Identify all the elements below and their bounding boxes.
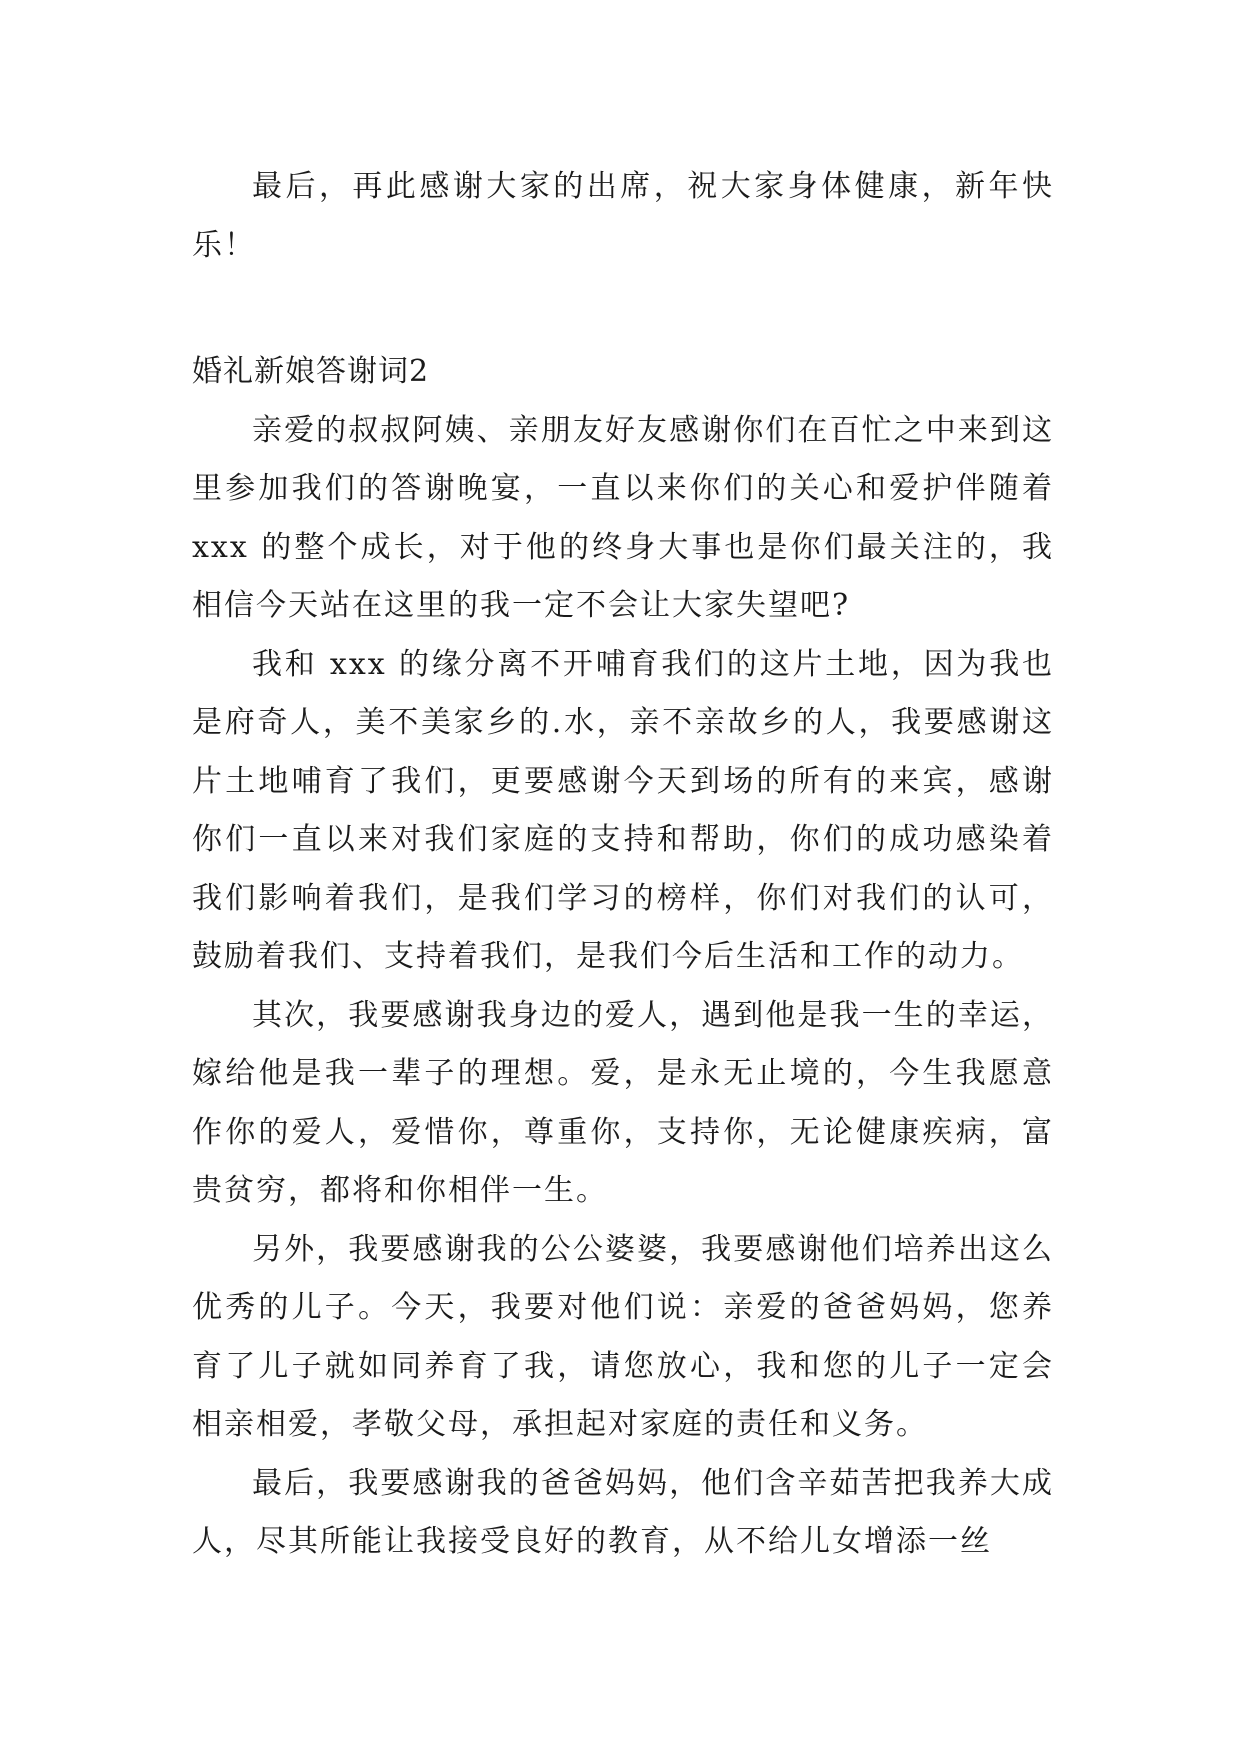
paragraph-1: 亲爱的叔叔阿姨、亲朋友好友感谢你们在百忙之中来到这里参加我们的答谢晚宴，一直以来你们的关心和爱护伴随着 xxx 的整个成长，对于他的终身大事也是你们最关注的，我相信今天站在这里的我一定不会让大家失望吧? (192, 412, 1054, 623)
section-gap (192, 275, 1054, 343)
paragraph-5: 最后，我要感谢我的爸爸妈妈，他们含辛茹苦把我养大成人，尽其所能让我接受良好的教育，从不给儿女增添一丝 (192, 1465, 1054, 1559)
intro-paragraph: 最后，再此感谢大家的出席，祝大家身体健康，新年快乐！ (192, 169, 1054, 263)
paragraph-3: 其次，我要感谢我身边的爱人，遇到他是我一生的幸运，嫁给他是我一辈子的理想。爱，是永无止境的，今生我愿意作你的爱人，爱惜你，尊重你，支持你，无论健康疾病，富贵贫穷，都将和你相伴一生。 (192, 997, 1054, 1208)
paragraph-2: 我和 xxx 的缘分离不开哺育我们的这片土地，因为我也是府奇人，美不美家乡的.水，亲不亲故乡的人，我要感谢这片土地哺育了我们，更要感谢今天到场的所有的来宾，感谢你们一直以来对我们家庭的支持和帮助，你们的成功感染着我们影响着我们，是我们学习的榜样，你们对我们的认可，鼓励着我们、支持着我们，是我们今后生活和工作的动力。 (192, 646, 1054, 974)
paragraph-4: 另外，我要感谢我的公公婆婆，我要感谢他们培养出这么优秀的儿子。今天，我要对他们说：亲爱的爸爸妈妈，您养育了儿子就如同养育了我，请您放心，我和您的儿子一定会相亲相爱，孝敬父母，承担起对家庭的责任和义务。 (192, 1231, 1054, 1442)
section-heading: 婚礼新娘答谢词2 (192, 354, 430, 389)
document-body (192, 158, 1054, 1572)
